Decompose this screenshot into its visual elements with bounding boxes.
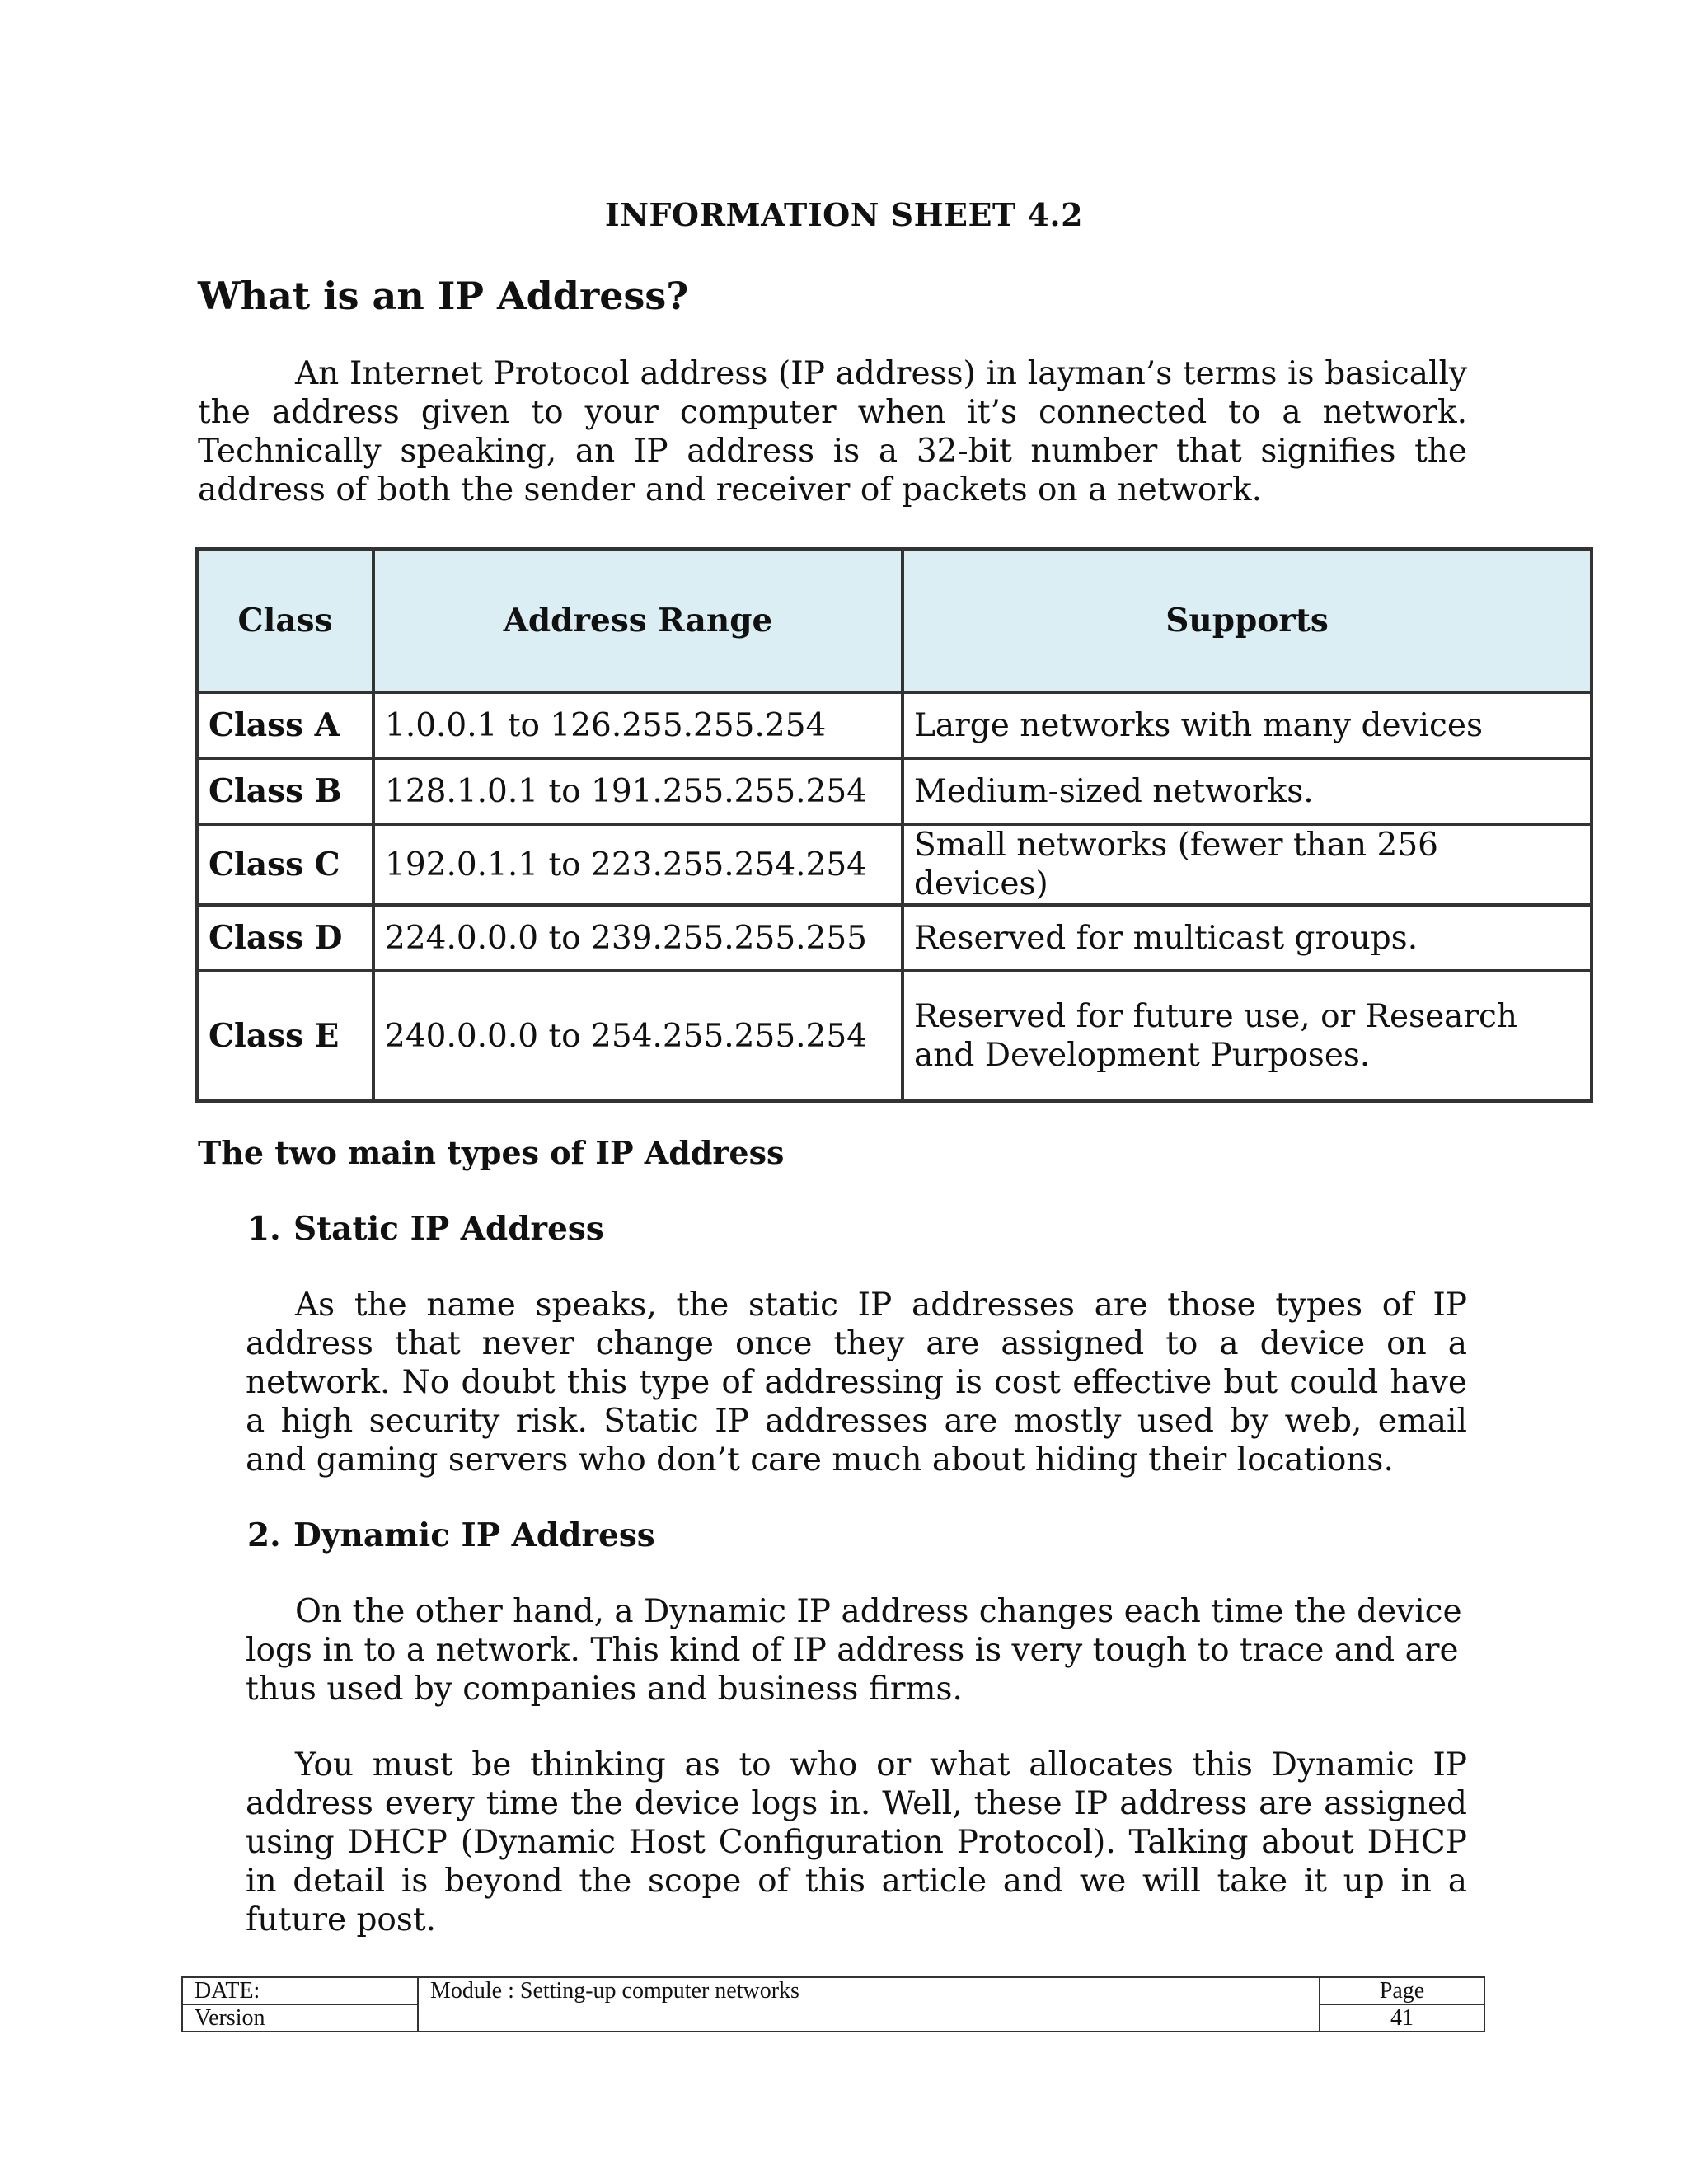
table-row — [197, 692, 1592, 758]
page-footer — [181, 1976, 1485, 2032]
cell-supports: Small networks (fewer than 256 devices) — [903, 824, 1592, 905]
cell-class: Class E — [197, 971, 373, 1101]
list-number: 2. — [247, 1516, 281, 1554]
footer-version: Version — [182, 2004, 418, 2032]
dynamic-ip-paragraph-1: On the other hand, a Dynamic IP address changes each time the device logs in to a network. This kind of IP address is very tough to trace and are thus used by companies and business firms. — [246, 1593, 1462, 1708]
dynamic-ip-heading — [247, 1516, 655, 1554]
footer-row — [182, 1977, 1484, 2004]
main-heading: What is an IP Address? — [198, 274, 689, 318]
table-row — [197, 824, 1592, 905]
cell-range: 240.0.0.0 to 254.255.255.254 — [373, 971, 903, 1101]
table-row — [197, 971, 1592, 1101]
cell-class: Class A — [197, 692, 373, 758]
cell-range: 192.0.1.1 to 223.255.254.254 — [373, 824, 903, 905]
footer-date: DATE: — [182, 1977, 418, 2004]
table-header-row — [197, 549, 1592, 692]
static-ip-paragraph: As the name speaks, the static IP addresses are those types of IP address that never change once they are assigned to a device on a network. No doubt this type of addressing is cost effective but could have a high security risk. Static IP addresses are mostly used by web, email and gaming servers who don’t care much about hiding their locations. — [246, 1286, 1467, 1479]
ip-class-table — [195, 547, 1593, 1103]
footer-module: Module : Setting-up computer networks — [418, 1977, 1320, 2032]
sheet-title: INFORMATION SHEET 4.2 — [604, 196, 1084, 233]
dynamic-ip-title: Dynamic IP Address — [293, 1516, 655, 1554]
cell-supports: Reserved for future use, or Research and Development Purposes. — [903, 971, 1592, 1101]
header-supports: Supports — [903, 549, 1592, 692]
cell-supports: Reserved for multicast groups. — [903, 905, 1592, 971]
table-row — [197, 905, 1592, 971]
cell-class: Class D — [197, 905, 373, 971]
header-class: Class — [197, 549, 373, 692]
footer-page-number: 41 — [1320, 2004, 1484, 2032]
cell-class: Class B — [197, 758, 373, 824]
table-row — [197, 758, 1592, 824]
cell-range: 128.1.0.1 to 191.255.255.254 — [373, 758, 903, 824]
cell-range: 1.0.0.1 to 126.255.255.254 — [373, 692, 903, 758]
cell-supports: Large networks with many devices — [903, 692, 1592, 758]
list-number: 1. — [247, 1210, 281, 1248]
cell-supports: Medium-sized networks. — [903, 758, 1592, 824]
dynamic-ip-paragraph-2: You must be thinking as to who or what allocates this Dynamic IP address every time the device logs in. Well, these IP address are assigned using DHCP (Dynamic Host Configuration Protocol). Talking about DHCP in detail is beyond the scope of this article and we will take it up in a future post. — [246, 1746, 1467, 1938]
intro-paragraph: An Internet Protocol address (IP address) in layman’s terms is basically the address given to your computer when it’s connected to a network. Technically speaking, an IP address is a 32-bit number that signifies the address of both the sender and receiver of packets on a network. — [198, 355, 1467, 509]
cell-class: Class C — [197, 824, 373, 905]
footer-page-label: Page — [1320, 1977, 1484, 2004]
static-ip-heading — [247, 1210, 604, 1248]
header-address-range: Address Range — [373, 549, 903, 692]
static-ip-title: Static IP Address — [293, 1210, 604, 1248]
types-heading: The two main types of IP Address — [198, 1134, 785, 1171]
cell-range: 224.0.0.0 to 239.255.255.255 — [373, 905, 903, 971]
